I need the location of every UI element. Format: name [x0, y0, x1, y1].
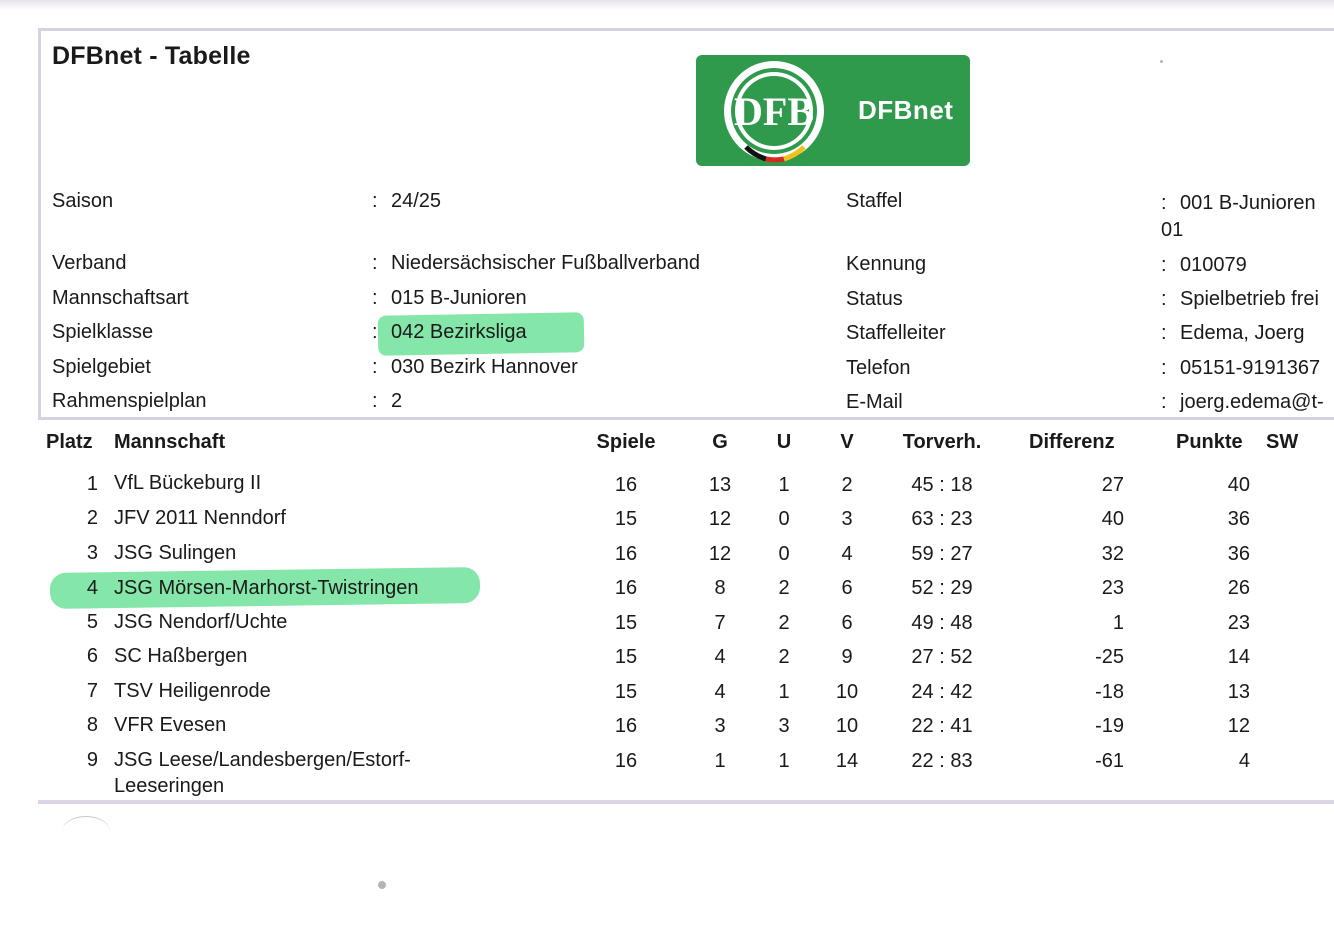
label-email: E-Mail	[846, 391, 903, 413]
cell-punkte: 36	[1227, 543, 1250, 565]
cell-differenz: 23	[1101, 577, 1124, 599]
cell-torverh: 59 : 27	[911, 543, 973, 565]
sep: :	[372, 356, 378, 378]
cell-punkte: 12	[1227, 715, 1250, 737]
cell-spiele: 16	[614, 474, 638, 496]
header-g: G	[712, 431, 728, 453]
cell-torverh: 24 : 42	[911, 681, 973, 703]
cell-differenz: -19	[1095, 715, 1124, 737]
cell-platz: 5	[86, 611, 98, 633]
header-platz: Platz	[46, 431, 93, 453]
cell-torverh: 63 : 23	[911, 508, 973, 530]
cell-platz: 6	[86, 645, 98, 667]
cell-torverh: 22 : 83	[911, 750, 973, 772]
dfb-emblem-icon	[722, 59, 846, 163]
label-rahmenspielplan: Rahmenspielplan	[52, 390, 207, 412]
cell-v: 9	[841, 646, 853, 668]
cell-g: 7	[714, 612, 726, 634]
cell-spiele: 15	[614, 612, 638, 634]
cell-torverh: 45 : 18	[911, 474, 973, 496]
cell-team: TSV Heiligenrode	[114, 680, 271, 702]
dfbnet-logo	[696, 55, 970, 166]
cell-torverh: 22 : 41	[911, 715, 973, 737]
sep: :	[372, 321, 378, 343]
cell-v: 2	[841, 474, 853, 496]
cell-platz: 7	[86, 680, 98, 702]
label-kennung: Kennung	[846, 253, 927, 275]
cell-punkte: 14	[1227, 646, 1250, 668]
cell-v: 3	[841, 508, 853, 530]
label-saison: Saison	[52, 190, 114, 212]
cell-team: JSG Nendorf/Uchte	[114, 611, 288, 633]
cell-v: 10	[835, 715, 859, 737]
cell-team: JSG Sulingen	[114, 542, 237, 564]
cell-v: 6	[841, 612, 853, 634]
cell-u: 0	[778, 543, 790, 565]
value-spielgebiet: 030 Bezirk Hannover	[391, 356, 578, 378]
cell-g: 12	[708, 508, 732, 530]
cell-g: 1	[714, 750, 726, 772]
value-status: Spielbetrieb frei	[1180, 288, 1319, 310]
page-title: DFBnet - Tabelle	[52, 42, 251, 70]
sep: :	[1161, 322, 1167, 344]
sep: :	[372, 252, 378, 274]
header-mannschaft: Mannschaft	[114, 431, 226, 453]
scan-edge	[0, 0, 1334, 10]
cell-u: 3	[778, 715, 790, 737]
value-staffel: 001 B-Junioren	[1180, 192, 1316, 214]
cell-differenz: -61	[1095, 750, 1124, 772]
sep: :	[1161, 288, 1167, 310]
value-verband: Niedersächsischer Fußballverband	[391, 252, 701, 274]
sep: :	[1161, 192, 1167, 214]
cell-spiele: 16	[614, 543, 638, 565]
value-saison: 24/25	[391, 190, 442, 212]
scan-speck	[378, 881, 386, 889]
label-mannschaftsart: Mannschaftsart	[52, 287, 189, 309]
cell-g: 4	[714, 681, 726, 703]
cell-differenz: 32	[1101, 543, 1124, 565]
cell-u: 1	[778, 750, 790, 772]
cell-platz: 9	[86, 749, 98, 771]
sep: :	[372, 190, 378, 212]
cell-g: 4	[714, 646, 726, 668]
sep: :	[372, 390, 378, 412]
header-torverh: Torverh.	[902, 431, 982, 453]
label-telefon: Telefon	[846, 357, 911, 379]
label-spielgebiet: Spielgebiet	[52, 356, 151, 378]
cell-g: 12	[708, 543, 732, 565]
cell-v: 14	[835, 750, 859, 772]
value-staffelleiter: Edema, Joerg	[1180, 322, 1305, 344]
value-mannschaftsart: 015 B-Junioren	[391, 287, 527, 309]
cell-spiele: 15	[614, 681, 638, 703]
scan-artifact	[62, 816, 110, 847]
cell-g: 3	[714, 715, 726, 737]
scan-speck	[1160, 60, 1163, 63]
cell-differenz: 40	[1101, 508, 1124, 530]
cell-torverh: 27 : 52	[911, 646, 973, 668]
header-v: V	[840, 431, 854, 453]
cell-punkte: 4	[1238, 750, 1250, 772]
header-spiele: Spiele	[596, 431, 656, 453]
cell-differenz: -18	[1095, 681, 1124, 703]
cell-team: VfL Bückeburg II	[114, 472, 262, 494]
cell-g: 13	[708, 474, 732, 496]
cell-spiele: 15	[614, 508, 638, 530]
cell-punkte: 36	[1227, 508, 1250, 530]
cell-differenz: 1	[1112, 612, 1124, 634]
label-staffel: Staffel	[846, 190, 903, 212]
sep: :	[372, 287, 378, 309]
value-telefon: 05151-9191367	[1180, 357, 1321, 379]
cell-u: 2	[778, 612, 790, 634]
cell-v: 10	[835, 681, 859, 703]
cell-spiele: 16	[614, 750, 638, 772]
cell-u: 1	[778, 474, 790, 496]
cell-torverh: 49 : 48	[911, 612, 973, 634]
cell-team: JSG Mörsen-Marhorst-Twistringen	[114, 577, 419, 599]
label-spielklasse: Spielklasse	[52, 321, 154, 343]
sep: :	[1161, 357, 1167, 379]
cell-punkte: 23	[1227, 612, 1250, 634]
value-spielklasse: 042 Bezirksliga	[391, 321, 527, 343]
cell-team: JSG Leese/Landesbergen/Estorf-Leeseringen	[114, 749, 411, 797]
value-email[interactable]: joerg.edema@t-	[1180, 391, 1324, 413]
sep: :	[1161, 391, 1167, 413]
table-bottom-rule	[38, 800, 1334, 804]
cell-punkte: 40	[1227, 474, 1250, 496]
label-staffelleiter: Staffelleiter	[846, 322, 946, 344]
cell-spiele: 15	[614, 646, 638, 668]
cell-differenz: 27	[1101, 474, 1124, 496]
cell-u: 2	[778, 646, 790, 668]
cell-platz: 8	[86, 714, 98, 736]
cell-g: 8	[714, 577, 726, 599]
header-frame	[38, 28, 1334, 420]
cell-team: SC Haßbergen	[114, 645, 248, 667]
label-status: Status	[846, 288, 903, 310]
value-staffel-line2: 01	[1161, 219, 1184, 241]
cell-spiele: 16	[614, 577, 638, 599]
cell-team: VFR Evesen	[114, 714, 227, 736]
cell-platz: 4	[86, 577, 98, 599]
cell-platz: 2	[86, 507, 98, 529]
cell-punkte: 13	[1227, 681, 1250, 703]
cell-team: JFV 2011 Nenndorf	[114, 507, 286, 529]
cell-torverh: 52 : 29	[911, 577, 973, 599]
header-punkte: Punkte	[1176, 431, 1243, 453]
logo-text: DFBnet	[858, 95, 954, 125]
cell-platz: 1	[86, 473, 98, 495]
cell-punkte: 26	[1227, 577, 1250, 599]
header-sw: SW	[1266, 431, 1299, 453]
dfb-letters: DFB	[734, 89, 814, 134]
label-verband: Verband	[52, 252, 127, 274]
cell-v: 4	[841, 543, 853, 565]
cell-differenz: -25	[1095, 646, 1124, 668]
value-kennung: 010079	[1180, 254, 1247, 276]
header-differenz: Differenz	[1029, 431, 1115, 453]
header-u: U	[776, 431, 792, 453]
cell-v: 6	[841, 577, 853, 599]
cell-u: 1	[778, 681, 790, 703]
value-rahmenspielplan: 2	[391, 390, 403, 412]
sep: :	[1161, 254, 1167, 276]
cell-u: 2	[778, 577, 790, 599]
cell-spiele: 16	[614, 715, 638, 737]
cell-u: 0	[778, 508, 790, 530]
cell-platz: 3	[86, 542, 98, 564]
